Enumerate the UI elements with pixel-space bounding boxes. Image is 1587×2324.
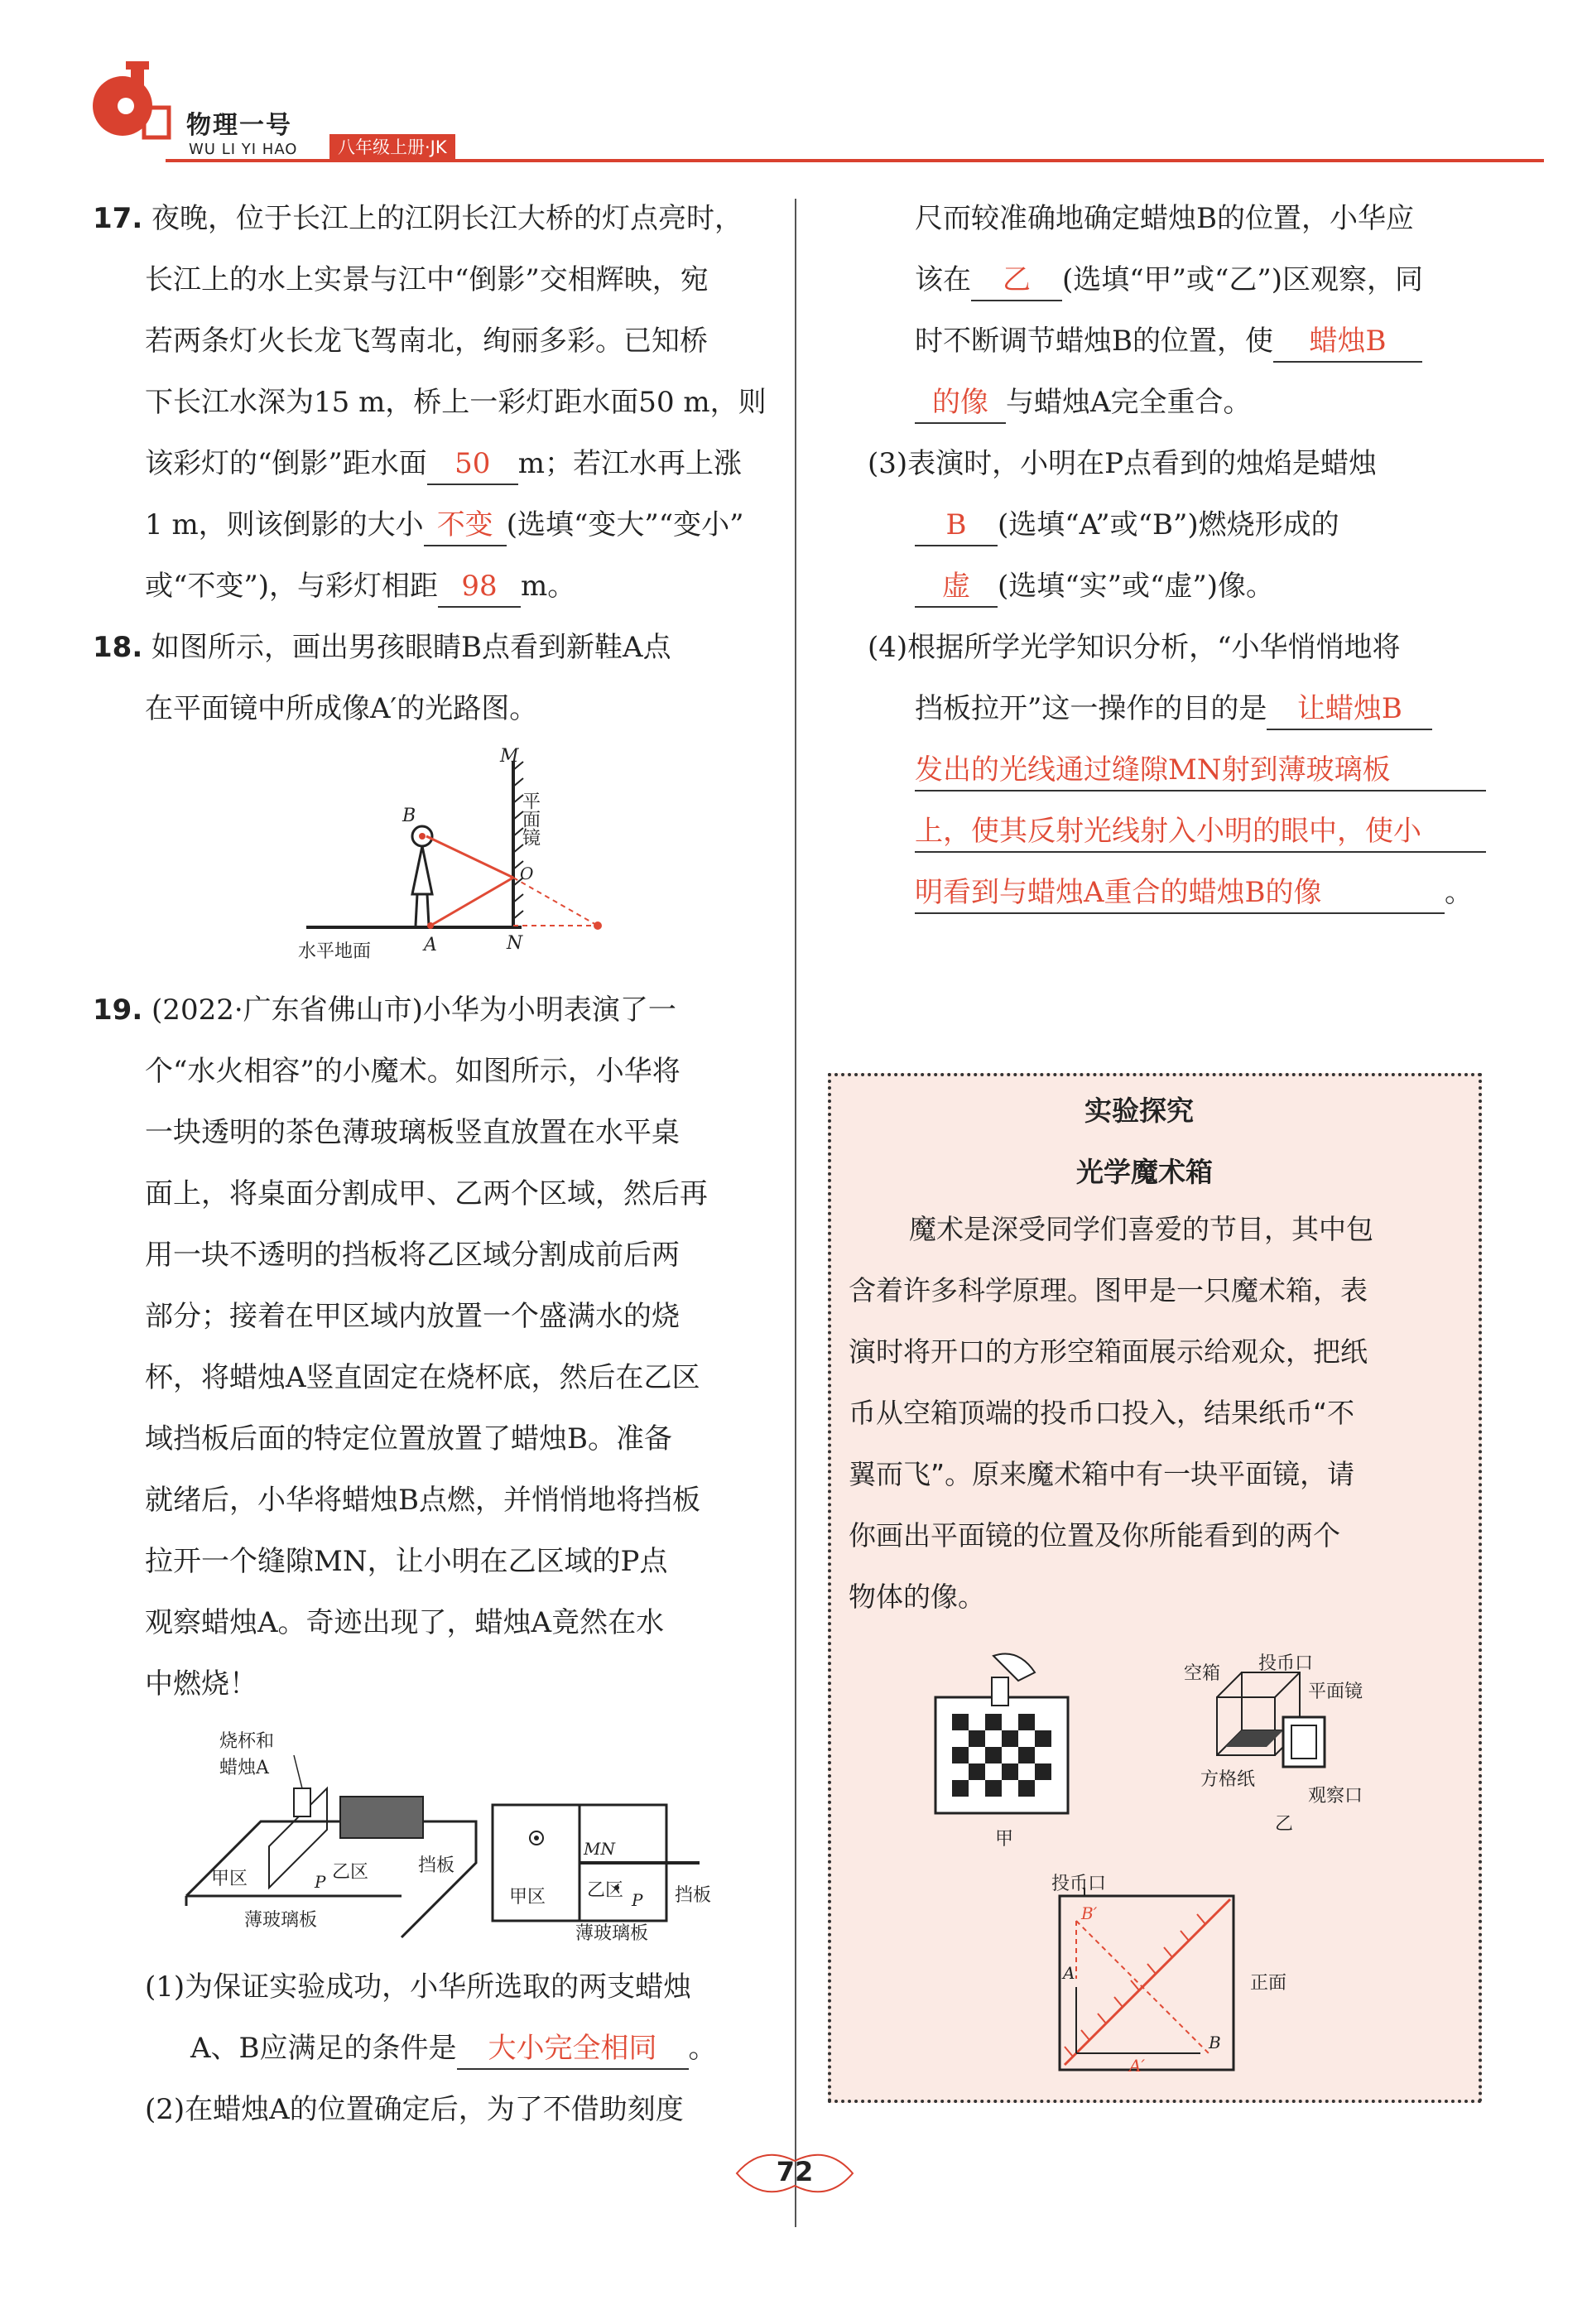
q17-answer-3: 98 <box>438 566 521 608</box>
q18-label-ground: 水平地面 <box>298 941 372 962</box>
q18-label-mirror: 平面镜 <box>519 792 541 846</box>
q19-p3-answer-1: B <box>915 505 998 546</box>
q19-line1: 19. (2022·广东省佛山市)小华为小明表演了一 <box>93 994 676 1027</box>
magic-label-view-port: 观察口 <box>1308 1786 1363 1807</box>
q19-top-label-baffle: 挡板 <box>675 1885 712 1906</box>
experiment-line4: 币从空箱顶端的投币口投入，结果纸币“不 <box>849 1397 1355 1429</box>
q17-line1: 17. 夜晚，位于长江上的江阴长江大桥的灯点亮时， <box>93 202 743 235</box>
microscope-beaker-icon <box>93 58 184 149</box>
q19-line8: 域挡板后面的特定位置放置了蜡烛B。准备 <box>145 1422 672 1456</box>
q19-p2-line2: 尺而较准确地确定蜡烛B的位置，小华应 <box>915 202 1414 235</box>
q19-label-baffle: 挡板 <box>418 1855 455 1876</box>
q19-line7: 杯，将蜡烛A竖直固定在烧杯底，然后在乙区 <box>145 1361 700 1394</box>
q19-label-glass: 薄玻璃板 <box>244 1910 318 1931</box>
q19-p4-line2: 挡板拉开”这一操作的目的是 让蜡烛B <box>915 689 1432 730</box>
q19-line4: 面上，将桌面分割成甲、乙两个区域，然后再 <box>145 1177 708 1210</box>
q19-number: 19. <box>93 994 143 1027</box>
q19-p1-answer: 大小完全相同 <box>457 2028 689 2070</box>
magic-label-grid-paper: 方格纸 <box>1200 1769 1256 1790</box>
page-number: 72 <box>776 2156 814 2187</box>
magic-label-b-prime: B′ <box>1081 1903 1098 1923</box>
q18-number: 18. <box>93 631 143 664</box>
q19-top-label-jia: 甲区 <box>509 1887 546 1908</box>
magic-label-coin-slot: 投币口 <box>1258 1653 1314 1674</box>
q19-line9: 就绪后，小华将蜡烛B点燃，并悄悄地将挡板 <box>145 1484 700 1517</box>
q19-p1-line1: (1)为保证实验成功，小华所选取的两支蜡烛 <box>145 1970 692 2004</box>
header-pinyin: WU LI YI HAO <box>189 141 298 158</box>
q17-answer-2: 不变 <box>424 505 507 546</box>
q18-line1: 18. 如图所示，画出男孩眼睛B点看到新鞋A点 <box>93 631 671 664</box>
q17-line5: 该彩灯的“倒影”距水面 50 m；若江水再上涨 <box>145 444 742 485</box>
q19-p2-line1: (2)在蜡烛A的位置确定后，为了不借助刻度 <box>145 2093 684 2126</box>
q17-line7: 或“不变”)，与彩灯相距 98 m。 <box>145 566 575 608</box>
experiment-line7: 物体的像。 <box>849 1581 985 1613</box>
q19-p4-answer-2: 发出的光线通过缝隙MN射到薄玻璃板 <box>915 750 1486 792</box>
experiment-line6: 你画出平面镜的位置及你所能看到的两个 <box>849 1519 1340 1552</box>
magic-label-empty-box: 空箱 <box>1184 1663 1221 1684</box>
column-divider <box>795 199 796 2227</box>
q19-p3-line1: (3)表演时，小明在P点看到的烛焰是蜡烛 <box>868 447 1378 480</box>
magic-label-front: 正面 <box>1250 1973 1287 1994</box>
experiment-line5: 翼而飞”。原来魔术箱中有一块平面镜，请 <box>849 1458 1355 1490</box>
grade-tag: 八年级上册·JK <box>329 134 455 161</box>
q19-label-beaker2: 蜡烛A <box>219 1758 269 1778</box>
q19-p2-answer-2a: 蜡烛B <box>1273 321 1422 363</box>
q19-line10: 拉开一个缝隙MN，让小明在乙区域的P点 <box>145 1545 668 1578</box>
q19-line5: 用一块不透明的挡板将乙区域分割成前后两 <box>145 1239 680 1272</box>
magic-label-a-prime: A′ <box>1129 2056 1145 2076</box>
experiment-line3: 演时将开口的方形空箱面展示给观众，把纸 <box>849 1335 1368 1368</box>
q19-top-label-yi: 乙区 <box>587 1880 624 1901</box>
magic-label-jia: 甲 <box>995 1829 1014 1850</box>
q17-answer-1: 50 <box>427 444 518 485</box>
q17-number: 17. <box>93 202 143 235</box>
magic-label-b: B <box>1209 2033 1221 2052</box>
q17-line3: 若两条灯火长龙飞驾南北，绚丽多彩。已知桥 <box>145 325 708 358</box>
q19-label-yi: 乙区 <box>332 1862 369 1883</box>
q19-line3: 一块透明的茶色薄玻璃板竖直放置在水平桌 <box>145 1116 680 1149</box>
q19-line2: 个“水火相容”的小魔术。如图所示，小华将 <box>145 1055 680 1088</box>
magic-label-slot2: 投币口 <box>1051 1874 1107 1894</box>
q19-p3-line2: B (选填“A”或“B”)燃烧形成的 <box>915 505 1339 546</box>
q17-line2: 长江上的水上实景与江中“倒影”交相辉映，宛 <box>145 263 709 296</box>
magic-label-a: A <box>1063 1963 1075 1983</box>
q19-p4-answer-3: 上，使其反射光线射入小明的眼中，使小 <box>915 811 1486 853</box>
q19-label-p: P <box>315 1872 326 1892</box>
q19-p2-answer-1: 乙 <box>971 260 1062 301</box>
magic-label-mirror: 平面镜 <box>1308 1682 1363 1702</box>
experiment-heading: 实验探究 <box>1084 1095 1194 1127</box>
q19-p2-answer-2b: 的像 <box>915 383 1006 424</box>
q19-p4-line5: 明看到与蜡烛A重合的蜡烛B的像 。 <box>915 873 1473 914</box>
q19-p2-line3: 该在 乙 (选填“甲”或“乙”)区观察，同 <box>915 260 1423 301</box>
header-title: 物理一号 <box>186 111 292 140</box>
q18-figure <box>298 746 621 969</box>
q19-line12: 中燃烧！ <box>145 1667 257 1701</box>
q19-p3-answer-2: 虚 <box>915 566 998 608</box>
q19-p4-answer-4: 明看到与蜡烛A重合的蜡烛B的像 <box>915 873 1445 914</box>
q19-line6: 部分；接着在甲区域内放置一个盛满水的烧 <box>145 1300 680 1333</box>
q19-p4-answer-1: 让蜡烛B <box>1267 689 1432 730</box>
q19-label-jia: 甲区 <box>211 1869 248 1889</box>
q18-line2: 在平面镜中所成像A′的光路图。 <box>145 692 538 725</box>
q19-p2-line5: 的像 与蜡烛A完全重合。 <box>915 383 1252 424</box>
q18-label-o: O <box>520 864 534 883</box>
q18-label-m: M <box>500 746 519 767</box>
q19-line11: 观察蜡烛A。奇迹出现了，蜡烛A竟然在水 <box>145 1606 665 1639</box>
q18-label-a: A <box>424 935 437 955</box>
q19-p3-line3: 虚 (选填“实”或“虚”)像。 <box>915 566 1274 608</box>
q19-p4-line1: (4)根据所学光学知识分析，“小华悄悄地将 <box>868 631 1401 664</box>
experiment-line2: 含着许多科学原理。图甲是一只魔术箱，表 <box>849 1274 1368 1306</box>
q19-p1-line2: A、B应满足的条件是 大小完全相同 。 <box>190 2028 717 2070</box>
q19-p2-line4: 时不断调节蜡烛B的位置，使 蜡烛B <box>915 321 1422 363</box>
q19-label-beaker: 烧杯和 <box>219 1731 275 1752</box>
q19-figure <box>178 1722 741 1944</box>
q19-top-label-p: P <box>632 1890 643 1910</box>
magic-box-figure <box>919 1648 1432 2086</box>
experiment-line1: 魔术是深受同学们喜爱的节目，其中包 <box>909 1213 1373 1245</box>
experiment-title: 光学魔术箱 <box>1076 1156 1213 1188</box>
q17-line6: 1 m，则该倒影的大小 不变 (选填“变大”“变小” <box>145 505 743 546</box>
q19-top-label-mn: MN <box>584 1839 615 1859</box>
q17-line4: 下长江水深为15 m，桥上一彩灯距水面50 m，则 <box>145 386 767 419</box>
q18-label-n: N <box>507 933 523 954</box>
magic-label-yi: 乙 <box>1275 1814 1294 1835</box>
q19-top-label-glass: 薄玻璃板 <box>575 1923 649 1944</box>
q18-label-b: B <box>402 806 416 826</box>
